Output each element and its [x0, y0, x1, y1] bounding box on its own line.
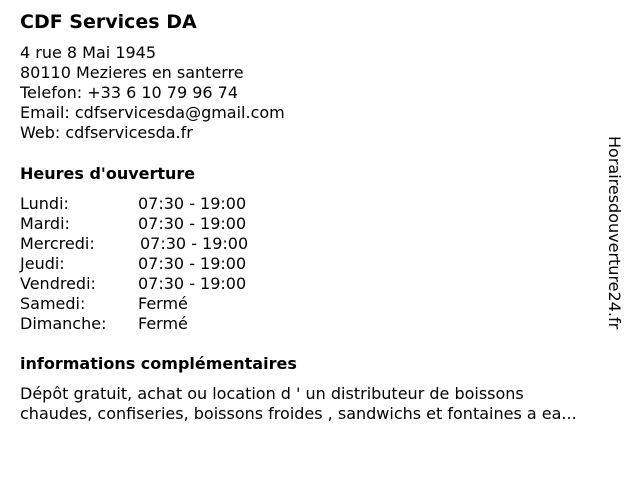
day-hours: 07:30 - 19:00: [140, 234, 249, 253]
day-label: Dimanche:: [20, 314, 107, 333]
day-label: Mardi:: [20, 214, 70, 233]
hours-row-sunday: [20, 314, 320, 334]
side-brand-watermark: Horairesdouverture24.fr: [605, 136, 624, 330]
day-label: Lundi:: [20, 194, 69, 213]
hours-heading: Heures d'ouverture: [20, 164, 196, 183]
day-hours: Fermé: [138, 294, 188, 313]
web-text: Web: cdfservicesda.fr: [20, 123, 193, 142]
info-heading: informations complémentaires: [20, 354, 297, 373]
info-description: [20, 384, 577, 424]
hours-row-friday: [20, 274, 320, 294]
contact-block: [20, 43, 285, 143]
hours-row-monday: [20, 194, 320, 214]
day-hours: 07:30 - 19:00: [138, 274, 247, 293]
address-line-1: 4 rue 8 Mai 1945: [20, 43, 157, 62]
business-name: CDF Services DA: [20, 11, 197, 33]
hours-table: [20, 194, 320, 334]
day-hours: 07:30 - 19:00: [138, 254, 247, 273]
day-label: Mercredi:: [20, 234, 95, 253]
day-hours: Fermé: [138, 314, 188, 333]
day-label: Vendredi:: [20, 274, 96, 293]
info-line-2: chaudes, confiseries, boissons froides , sandwichs et fontaines a ea...: [20, 404, 577, 423]
address-line-2: 80110 Mezieres en santerre: [20, 63, 244, 82]
email-text: Email: cdfservicesda@gmail.com: [20, 103, 285, 122]
hours-row-thursday: [20, 254, 320, 274]
hours-row-saturday: [20, 294, 320, 314]
info-line-1: Dépôt gratuit, achat ou location d ' un distributeur de boissons: [20, 384, 524, 403]
day-hours: 07:30 - 19:00: [138, 214, 247, 233]
day-label: Samedi:: [20, 294, 86, 313]
hours-row-tuesday: [20, 214, 320, 234]
day-label: Jeudi:: [20, 254, 65, 273]
phone-text: Telefon: +33 6 10 79 96 74: [20, 83, 239, 102]
day-hours: 07:30 - 19:00: [138, 194, 247, 213]
hours-row-wednesday: [20, 234, 320, 254]
